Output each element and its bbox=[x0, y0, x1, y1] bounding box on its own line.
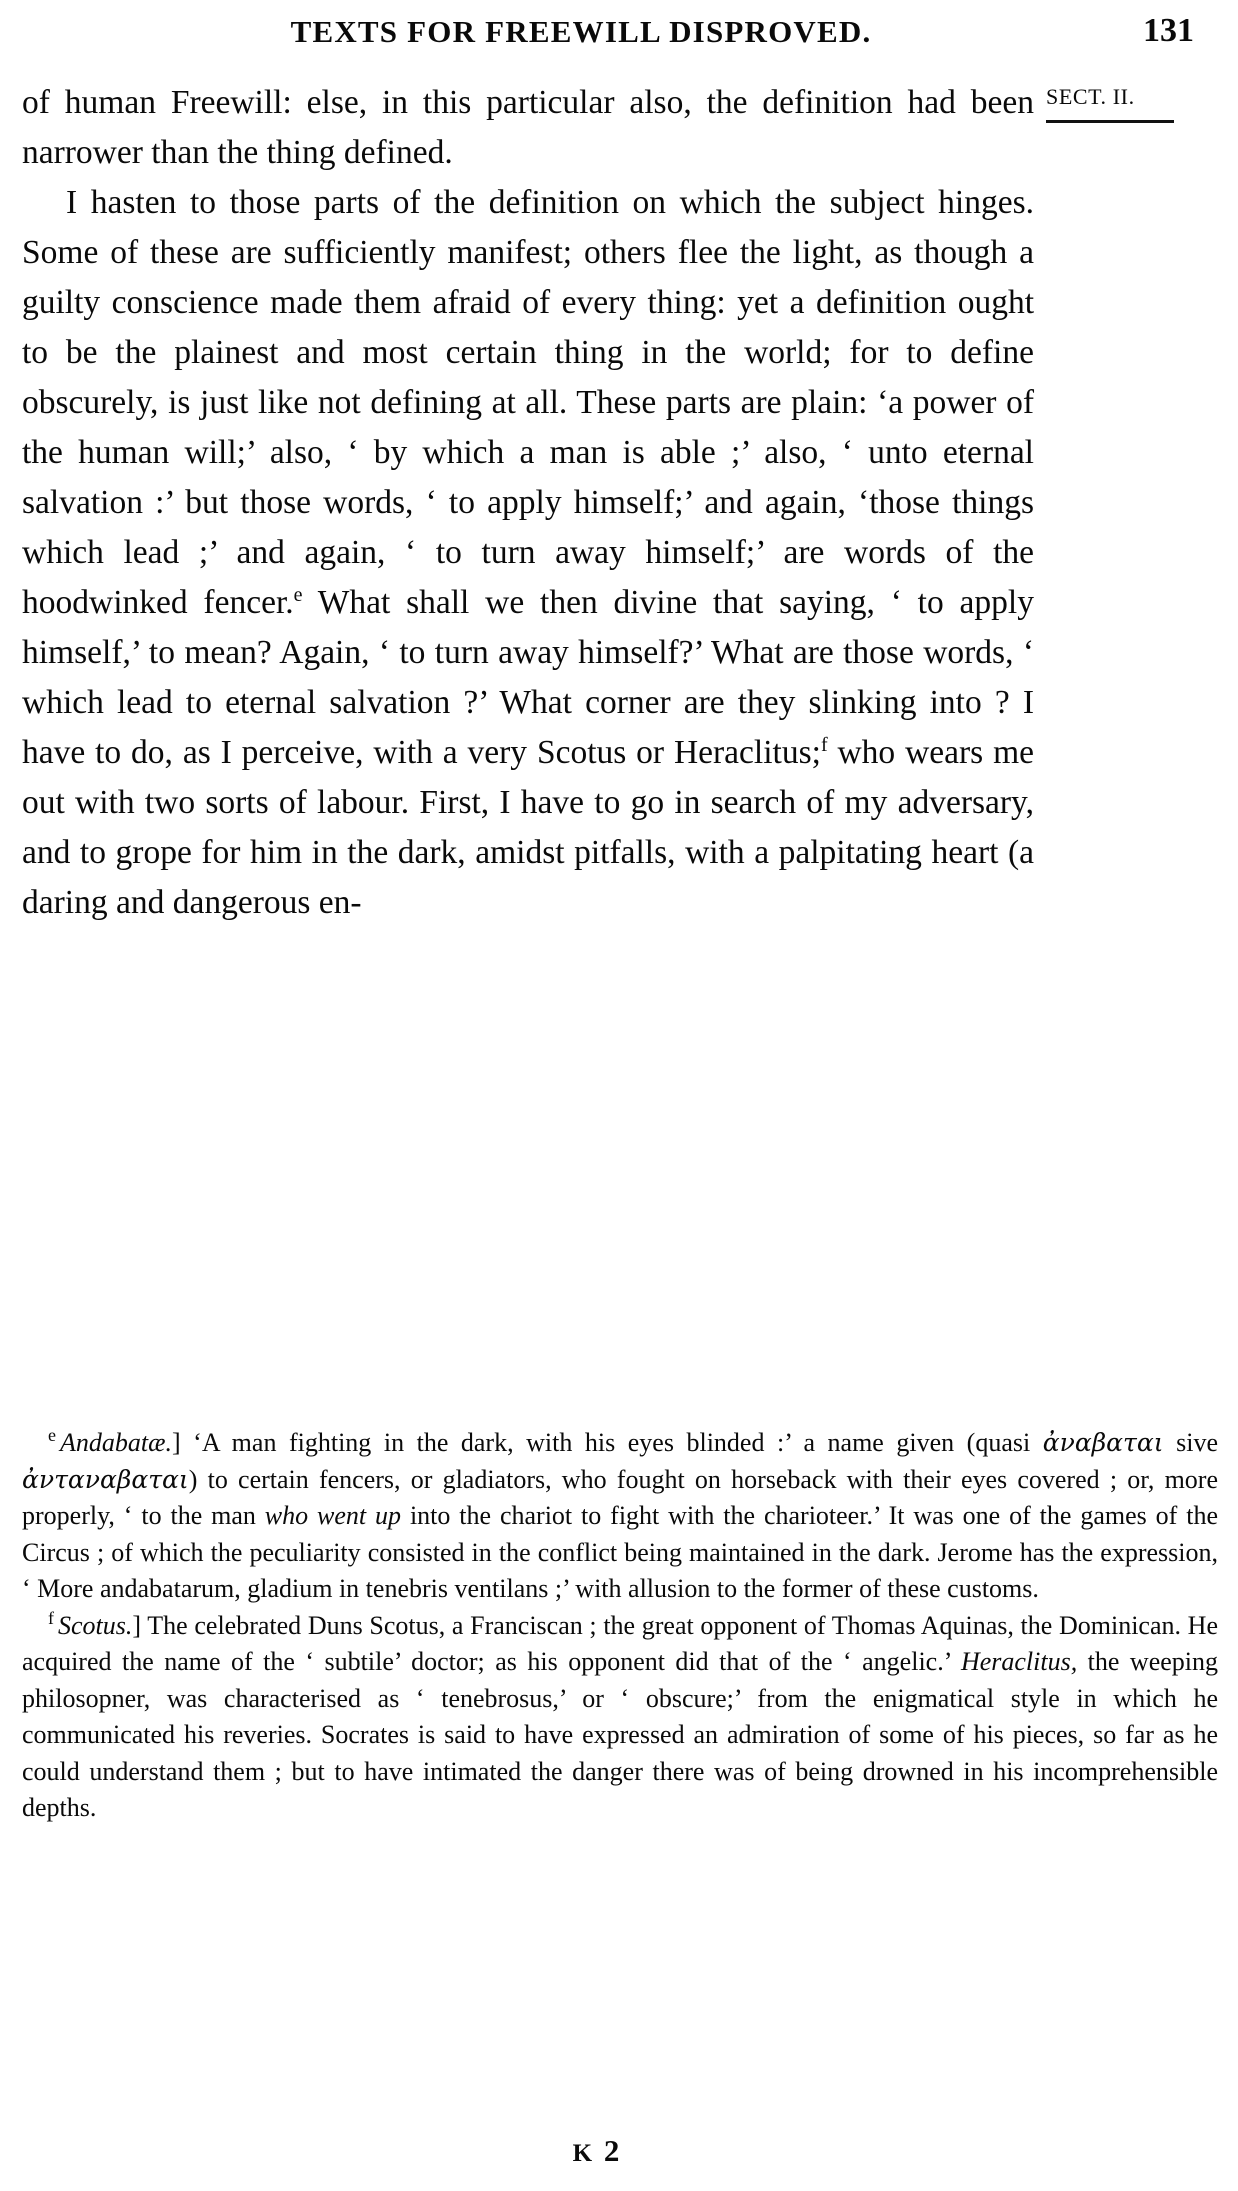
footnote-e-text-3: ) to certain fencers, or gladiators, who fought on horseback with their eyes covered ; or, more properly, ‘ to the man bbox=[22, 1464, 1218, 1530]
footnote-bracket-e: ] bbox=[171, 1428, 181, 1457]
footnote-f-italic-1: Heraclitus, bbox=[960, 1647, 1078, 1676]
footnote-e-text-2: sive bbox=[1163, 1428, 1218, 1457]
section-label: SECT. II. bbox=[1046, 84, 1135, 109]
footnote-lemma-f: Scotus. bbox=[58, 1610, 133, 1640]
footnote-e bbox=[22, 1425, 1218, 1608]
footnote-reference-e[interactable]: e bbox=[293, 583, 303, 606]
horizontal-rule bbox=[1046, 120, 1174, 123]
footnote-marker-f: f bbox=[48, 1607, 54, 1628]
footnote-marker-e: e bbox=[48, 1425, 56, 1446]
paragraph-segment-b: What shall we then divine that saying, ‘ to apply himself,’ to mean? Again, ‘ to turn away himself?’ What are those words, ‘ which lead to eternal salvation ?’ What corner are they slinking into ? I have to do, as I perceive, with a very Scotus or Heraclitus; bbox=[22, 584, 1034, 771]
signature-number: 2 bbox=[603, 2133, 622, 2168]
footnote-e-text-1: ‘A man fighting in the dark, with his eyes blinded :’ a name given (quasi bbox=[180, 1428, 1043, 1457]
paragraph-main bbox=[22, 178, 1034, 928]
page-number: 131 bbox=[1143, 12, 1194, 49]
paragraph-continuation: of human Freewill: else, in this particular also, the definition had been narrower than the thing defined. bbox=[22, 84, 1034, 171]
footnote-f bbox=[22, 1608, 1218, 1827]
footnote-f-text-2: the weeping philosopner, was characterised as ‘ tenebrosus,’ or ‘ obscure;’ from the enigmatical style in which he communicated his reveries. Socrates is said to have expressed an admiration of some of his pieces, so far as he could understand them ; but to have intimated the danger there was of being drowned in his incomprehensible depths. bbox=[22, 1647, 1219, 1822]
footnote-lemma-e: Andabatæ. bbox=[60, 1428, 172, 1457]
running-head: TEXTS FOR FREEWILL DISPROVED. bbox=[290, 14, 872, 49]
signature-mark bbox=[0, 2133, 1216, 2169]
marginal-section-note bbox=[1046, 84, 1196, 123]
paragraph-segment-a: I hasten to those parts of the definition on which the subject hinges. Some of these are sufficiently manifest; others flee the light, as though a guilty conscience made them afraid of every thing: yet a definition ought to be the plainest and most certain thing in the world; for to define obscurely, is just like not defining at all. These parts are plain: ‘a power of the human will;’ also, ‘ by which a man is able ;’ also, ‘ unto eternal salvation :’ but those words, ‘ to apply himself;’ and again, ‘those things which lead ;’ and again, ‘ to turn away himself;’ are words of the hoodwinked fencer. bbox=[22, 184, 1034, 621]
footnotes-block bbox=[22, 1425, 1218, 1827]
footnote-e-greek-2: ἀνταναβαται bbox=[22, 1464, 189, 1494]
footnote-bracket-f: ] bbox=[132, 1610, 142, 1640]
page-header bbox=[0, 14, 1238, 64]
paragraph-segment-c: who wears me out with two sorts of labour. First, I have to go in search of my adversary, and to grope for him in the dark, amidst pitfalls, with a palpitating heart (a daring and dangerous en- bbox=[22, 734, 1034, 921]
signature-letter: K bbox=[572, 2140, 595, 2167]
footnote-e-italic-1: who went up bbox=[264, 1501, 402, 1530]
footnote-f-text-1: The celebrated Duns Scotus, a Franciscan ; the great opponent of Thomas Aquinas, the Dominican. He acquired the name of the ‘ subtile’ doctor; as his opponent did that of the ‘ angelic.’ bbox=[22, 1610, 1218, 1676]
footnote-e-greek-1: ἀναβαται bbox=[1042, 1428, 1164, 1457]
footnote-e-text-4: into the chariot to fight with the charioteer.’ It was one of the games of the Circus ; of which the peculiarity consisted in the conflict being maintained in the dark. Jerome has the expression, ‘ More andabatarum, gladium in tenebris ventilans ;’ with allusion to the former of these customs. bbox=[22, 1501, 1218, 1603]
body-text-column bbox=[22, 78, 1034, 928]
footnote-reference-f[interactable]: f bbox=[820, 733, 828, 756]
